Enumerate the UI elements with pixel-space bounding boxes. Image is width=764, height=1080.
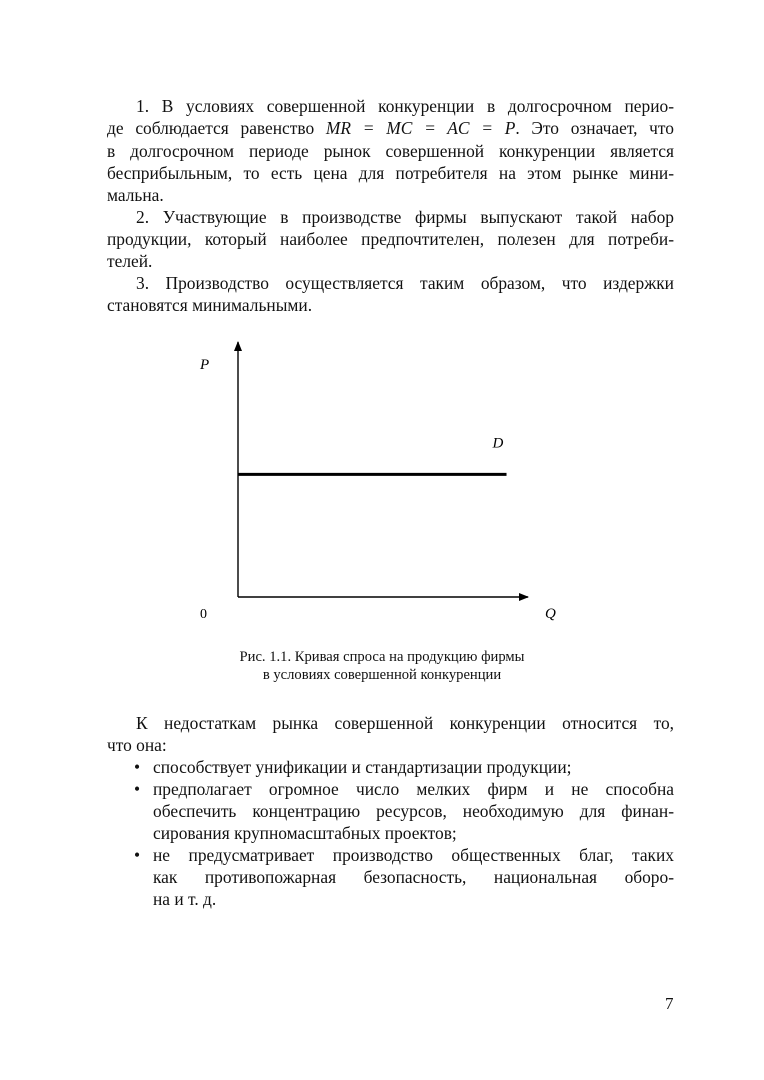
p1-line1: 1. В условиях совершенной конкуренции в долгосрочном перио- [136,96,674,116]
p1-line2-post: . Это означает, что [515,118,674,138]
origin-label: 0 [200,607,207,622]
page-number: 7 [665,994,674,1013]
equation-mr-mc-ac-p: MR = MC = AC = P [325,118,516,138]
bullet-2-line1: предполагает огромное число мелких фирм и не способна [153,779,674,799]
y-axis-label: P [200,357,210,373]
bullet-3-line3: на и т. д. [153,889,217,909]
x-axis-label: Q [545,606,556,622]
p2-line2: продукции, который наиболее предпочтителен, полезен для потреби- [107,229,674,249]
bullet-2-line2: обеспечить концентрацию ресурсов, необходимую для финан- [153,801,674,821]
demand-curve-chart [190,330,560,625]
p2-line3: телей. [107,251,153,271]
p4-line2: что она: [107,735,167,755]
p1-line4: бесприбыльным, то есть цена для потребителя на этом рынке мини- [107,163,674,183]
bullet-marker-3: • [134,845,141,865]
figure-caption-line2: в условиях совершенной конкуренции [262,667,502,683]
bullet-marker-2: • [134,779,141,799]
p1-line2 [107,118,674,139]
p1-line2-pre: де соблюдается равенство [107,118,326,138]
p3-line1: 3. Производство осуществляется таким образом, что издержки [136,273,674,293]
bullet-1-line1: способствует унификации и стандартизации продукции; [153,757,572,777]
p1-line5: мальна. [107,185,164,205]
p1-line3: в долгосрочном периоде рынок совершенной конкуренции является [107,141,674,161]
p3-line2: становятся минимальными. [107,295,313,315]
bullet-3-line2: как противопожарная безопасность, национальная оборо- [153,867,674,887]
p2-line1: 2. Участвующие в производстве фирмы выпускают такой набор [136,207,674,227]
bullet-2-line3: сирования крупномасштабных проектов; [153,823,457,843]
bullet-marker-1: • [134,757,141,777]
p4-line1: К недостаткам рынка совершенной конкуренции относится то, [136,713,674,733]
bullet-3-line1: не предусматривает производство общественных благ, таких [153,845,674,865]
figure-caption-line1: Рис. 1.1. Кривая спроса на продукцию фирмы [239,649,525,665]
demand-series-label: D [492,435,504,452]
